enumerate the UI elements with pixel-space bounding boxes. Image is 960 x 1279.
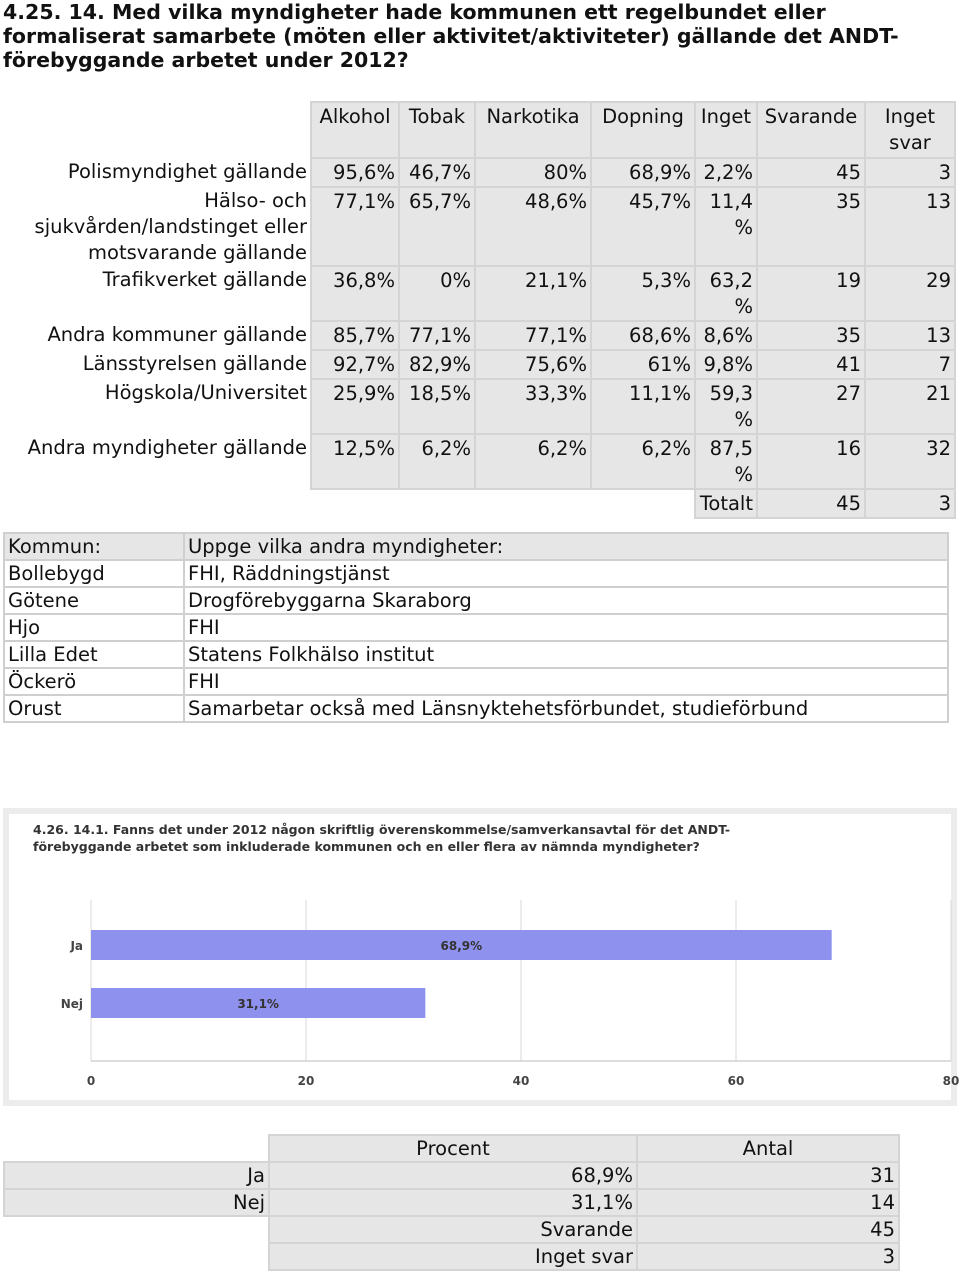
table-row	[4, 587, 948, 614]
cell: 33,3%	[475, 379, 591, 434]
table-row	[4, 1243, 899, 1270]
category-label: Ja	[70, 939, 83, 953]
total-svarande: 45	[757, 489, 865, 518]
data-label: 31,1%	[237, 997, 279, 1011]
col-header-dopning: Dopning	[591, 102, 695, 158]
cell: 32	[865, 434, 955, 489]
cell: 36,8%	[311, 266, 399, 321]
header-blank	[4, 1135, 269, 1162]
cell: 3	[865, 158, 955, 187]
procent-cell: 68,9%	[269, 1162, 637, 1189]
total-row	[0, 489, 955, 518]
myndighet-cell: Samarbetar också med Länsnyktehetsförbundet, studieförbund	[184, 695, 948, 722]
table-row	[4, 560, 948, 587]
cell: 45,7%	[591, 187, 695, 266]
antal-cell: 14	[637, 1189, 899, 1216]
table-row	[4, 641, 948, 668]
kommun-cell: Lilla Edet	[4, 641, 184, 668]
row-label	[4, 1216, 269, 1243]
table-row	[0, 350, 955, 379]
cell: 61%	[591, 350, 695, 379]
procent-cell: 31,1%	[269, 1189, 637, 1216]
table-row	[4, 695, 948, 722]
cell: 19	[757, 266, 865, 321]
table-row	[4, 1189, 899, 1216]
myndighet-cell: FHI	[184, 668, 948, 695]
col-header-tobak: Tobak	[399, 102, 475, 158]
cell: 77,1%	[399, 321, 475, 350]
cell: 95,6%	[311, 158, 399, 187]
kommun-cell: Öckerö	[4, 668, 184, 695]
cell: 77,1%	[311, 187, 399, 266]
cell: 29	[865, 266, 955, 321]
cell: 68,6%	[591, 321, 695, 350]
myndighet-cell: Drogförebyggarna Skaraborg	[184, 587, 948, 614]
table-header-row	[4, 1135, 899, 1162]
cell: 5,3%	[591, 266, 695, 321]
table-header-row	[0, 102, 955, 158]
table-header-row	[4, 533, 948, 560]
cell: 25,9%	[311, 379, 399, 434]
x-tick-label: 40	[512, 1074, 530, 1088]
table-row	[0, 158, 955, 187]
col-header-antal: Antal	[637, 1135, 899, 1162]
row-label: Trafikverket gällande	[0, 266, 311, 321]
kommun-cell: Orust	[4, 695, 184, 722]
row-label: Andra myndigheter gällande	[0, 434, 311, 489]
total-label: Totalt	[695, 489, 757, 518]
col-header-procent: Procent	[269, 1135, 637, 1162]
data-label: 68,9%	[440, 939, 483, 953]
cell: 13	[865, 321, 955, 350]
myndighet-cell: Statens Folkhälso institut	[184, 641, 948, 668]
cell: 21	[865, 379, 955, 434]
procent-cell: Svarande	[269, 1216, 637, 1243]
cell: 68,9%	[591, 158, 695, 187]
cell: 0%	[399, 266, 475, 321]
cell: 48,6%	[475, 187, 591, 266]
row-label: Länsstyrelsen gällande	[0, 350, 311, 379]
table-row	[0, 266, 955, 321]
table-row	[0, 379, 955, 434]
table-row	[4, 614, 948, 641]
row-label: Andra kommuner gällande	[0, 321, 311, 350]
table-row	[4, 668, 948, 695]
antal-cell: 3	[637, 1243, 899, 1270]
cell: 11,4 %	[695, 187, 757, 266]
chart-title: 4.26. 14.1. Fanns det under 2012 någon skriftlig överenskommelse/samverkansavtal för det ANDT-förebyggande arbetet som inkluderade kommunen och en eller flera av nämnda myndigheter?	[33, 822, 731, 854]
row-label	[4, 1243, 269, 1270]
header-blank	[0, 102, 311, 158]
cell: 75,6%	[475, 350, 591, 379]
cell: 35	[757, 187, 865, 266]
cell: 7	[865, 350, 955, 379]
cell: 46,7%	[399, 158, 475, 187]
table-row	[0, 321, 955, 350]
col-header-myndigheter: Uppge vilka andra myndigheter:	[184, 533, 948, 560]
question-title: 4.25. 14. Med vilka myndigheter hade kommunen ett regelbundet eller formaliserat samarbete (möten eller aktivitet/aktiviteter) gällande det ANDT-förebyggande arbetet under 2012?	[3, 0, 899, 72]
antal-cell: 31	[637, 1162, 899, 1189]
summary-table	[3, 1134, 900, 1271]
cell: 13	[865, 187, 955, 266]
x-tick-label: 0	[86, 1074, 96, 1088]
row-label: Polismyndighet gällande	[0, 158, 311, 187]
cell: 21,1%	[475, 266, 591, 321]
cell: 8,6%	[695, 321, 757, 350]
cell: 65,7%	[399, 187, 475, 266]
kommun-cell: Bollebygd	[4, 560, 184, 587]
cell: 27	[757, 379, 865, 434]
cell: 9,8%	[695, 350, 757, 379]
x-tick-label: 60	[727, 1074, 745, 1088]
col-header-svarande: Svarande	[757, 102, 865, 158]
cell: 63,2 %	[695, 266, 757, 321]
col-header-kommun: Kommun:	[4, 533, 184, 560]
cell: 12,5%	[311, 434, 399, 489]
cell: 45	[757, 158, 865, 187]
antal-cell: 45	[637, 1216, 899, 1243]
cell: 2,2%	[695, 158, 757, 187]
cell: 6,2%	[475, 434, 591, 489]
agreement-bar-chart	[3, 808, 960, 1106]
col-header-alkohol: Alkohol	[311, 102, 399, 158]
kommun-cell: Götene	[4, 587, 184, 614]
row-label: Högskola/Universitet	[0, 379, 311, 434]
cell: 77,1%	[475, 321, 591, 350]
col-header-narkotika: Narkotika	[475, 102, 591, 158]
col-header-inget: Inget	[695, 102, 757, 158]
cell: 82,9%	[399, 350, 475, 379]
row-label: Nej	[4, 1189, 269, 1216]
category-label: Nej	[60, 997, 83, 1011]
total-inget-svar: 3	[865, 489, 955, 518]
cell: 11,1%	[591, 379, 695, 434]
table-row	[0, 187, 955, 266]
cell: 16	[757, 434, 865, 489]
cell: 6,2%	[399, 434, 475, 489]
agency-cooperation-table	[0, 101, 956, 519]
table-row	[0, 434, 955, 489]
cell: 59,3 %	[695, 379, 757, 434]
myndighet-cell: FHI, Räddningstjänst	[184, 560, 948, 587]
cell: 92,7%	[311, 350, 399, 379]
cell: 87,5 %	[695, 434, 757, 489]
cell: 35	[757, 321, 865, 350]
kommun-cell: Hjo	[4, 614, 184, 641]
row-label: Ja	[4, 1162, 269, 1189]
table-row	[4, 1162, 899, 1189]
x-tick-label: 20	[297, 1074, 315, 1088]
cell: 41	[757, 350, 865, 379]
table-row	[4, 1216, 899, 1243]
col-header-inget-svar: Inget svar	[865, 102, 955, 158]
myndighet-cell: FHI	[184, 614, 948, 641]
cell: 6,2%	[591, 434, 695, 489]
cell: 18,5%	[399, 379, 475, 434]
row-label: Hälso- och sjukvården/landstinget eller motsvarande gällande	[0, 187, 311, 266]
procent-cell: Inget svar	[269, 1243, 637, 1270]
cell: 80%	[475, 158, 591, 187]
cell: 85,7%	[311, 321, 399, 350]
kommun-table	[3, 532, 949, 723]
x-tick-label: 80	[942, 1074, 960, 1088]
